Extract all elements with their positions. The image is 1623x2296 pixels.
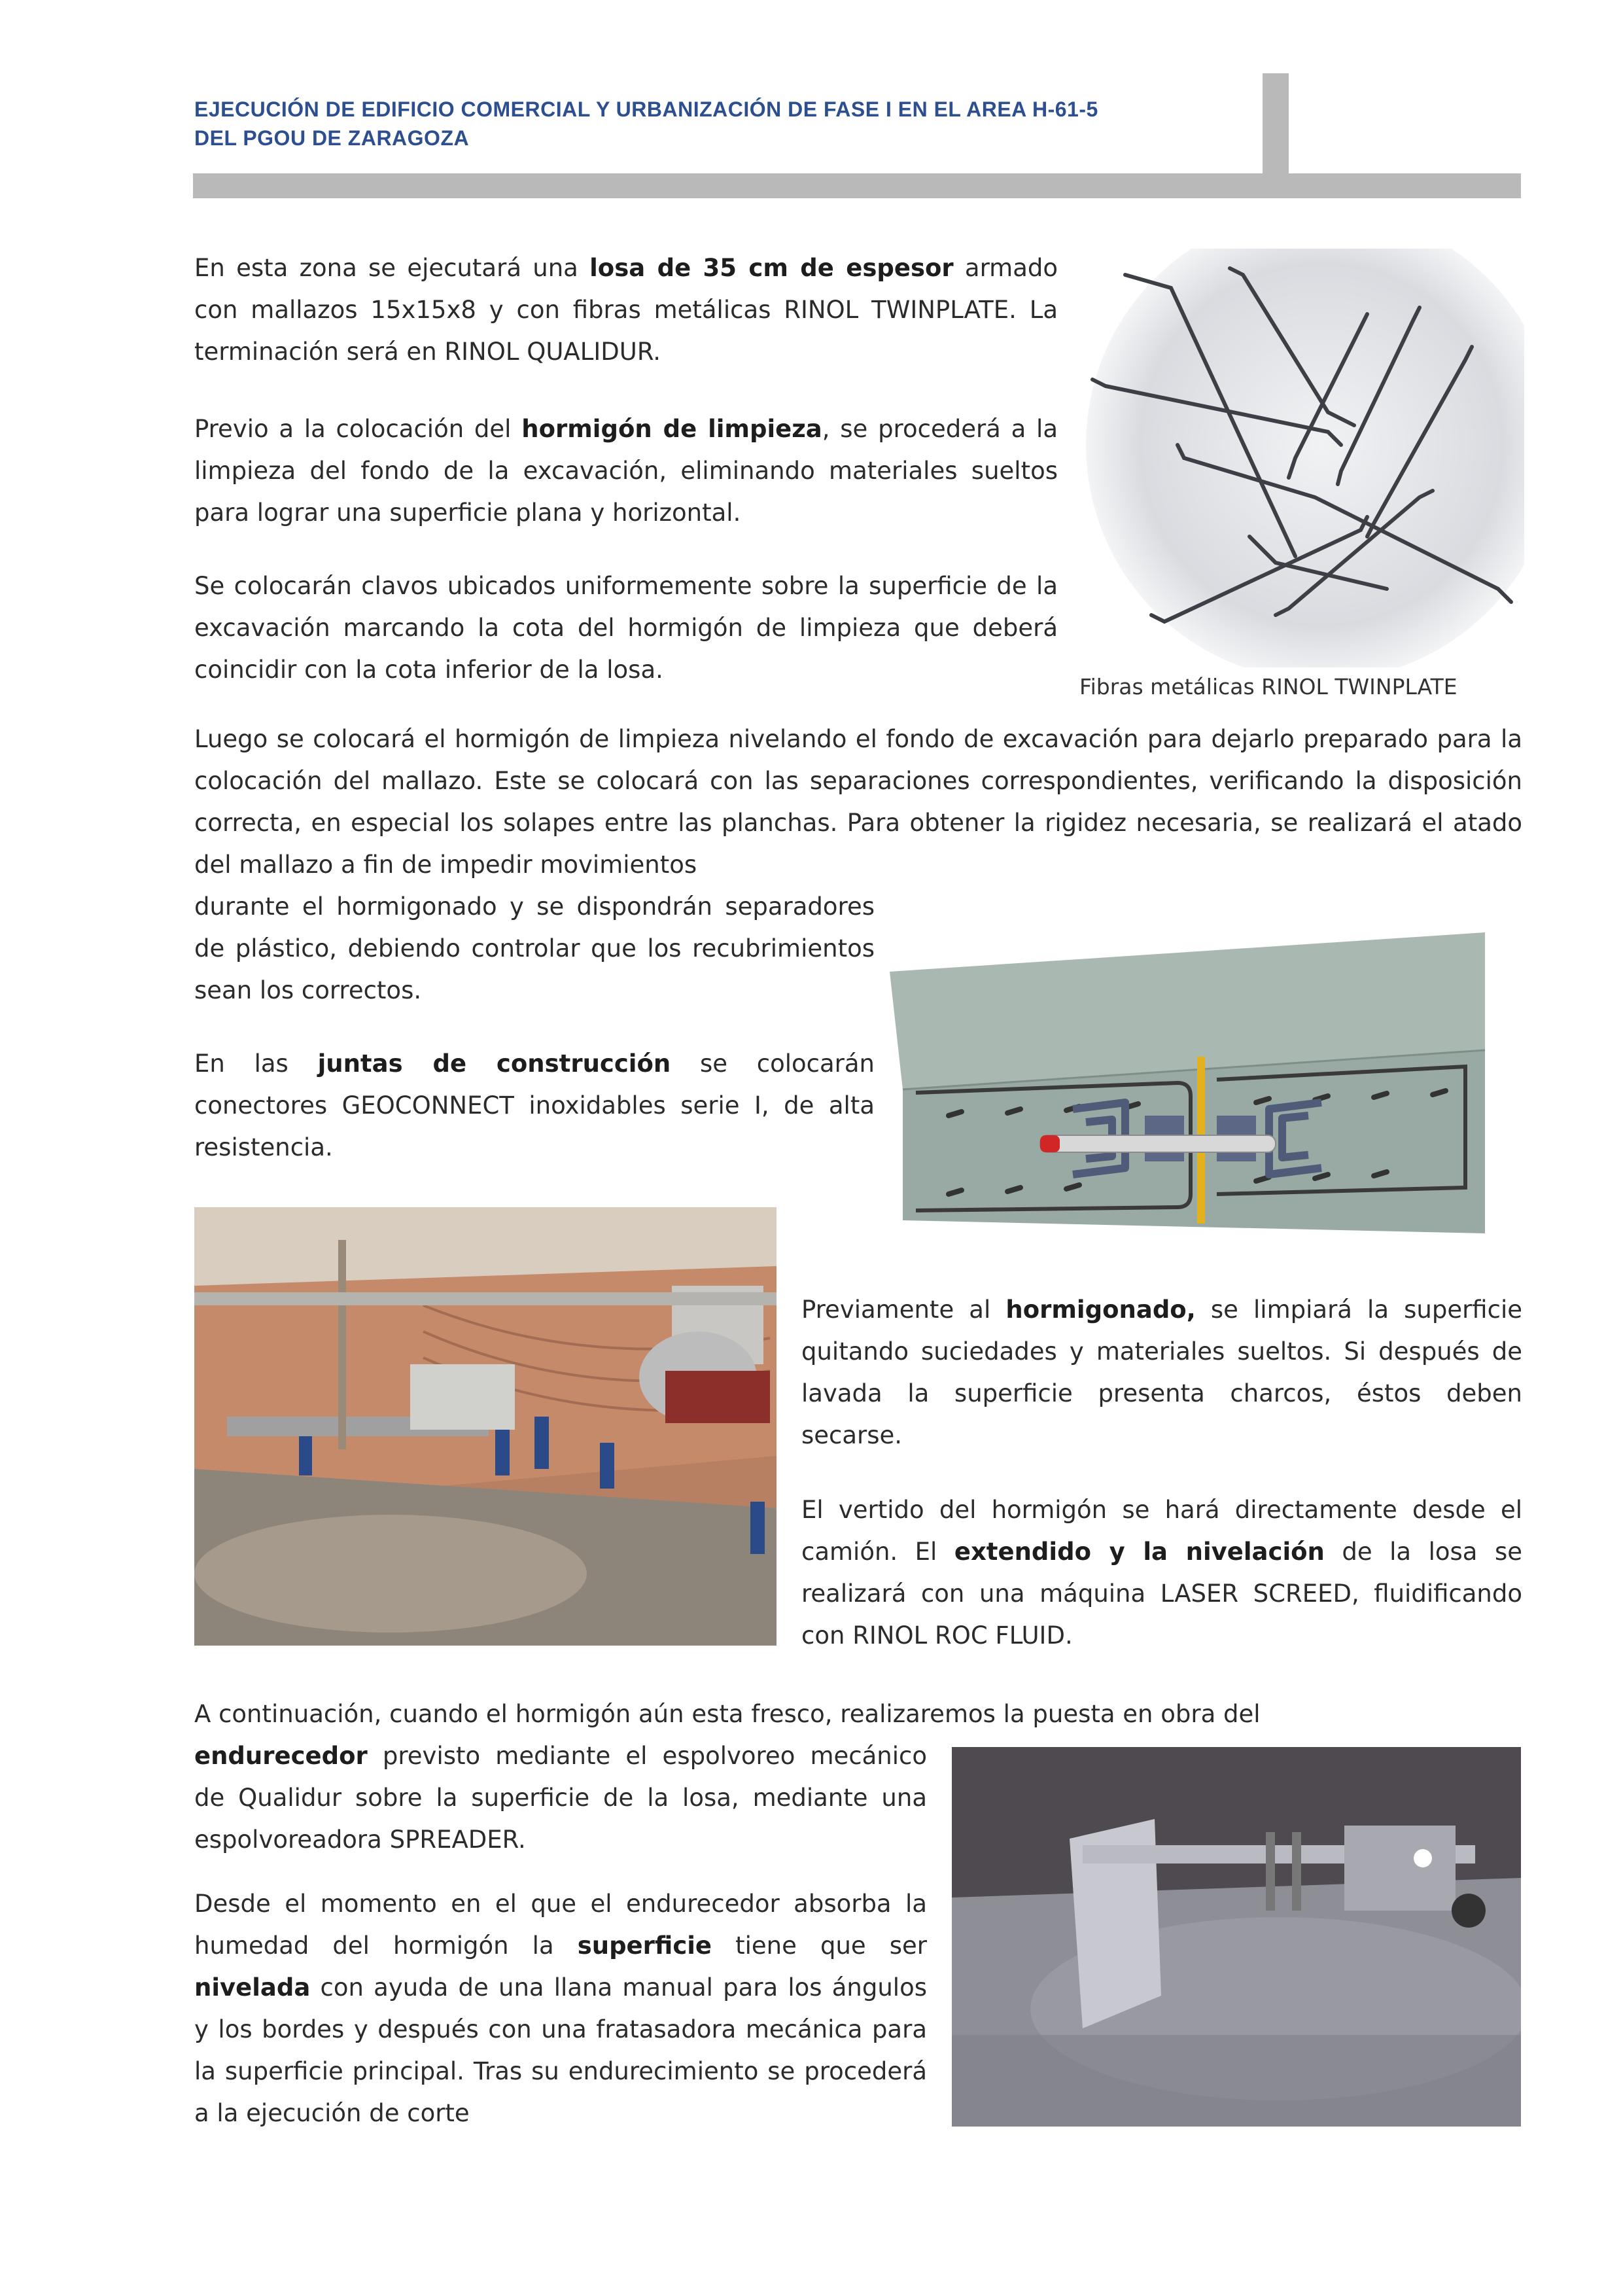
paragraph-vertido: El vertido del hormigón se hará directamente desde el camión. El extendido y la nivelación de la losa se realizará con una máquina LASER SCREED, fluidificando con RINOL ROC FLUID.	[801, 1496, 1522, 1650]
paragraph-nivelacion: Desde el momento en el que el endurecedor absorba la humedad del hormigón la superficie tiene que ser nivelada con ayuda de una llana manual para los ángulos y los bordes y después con una fratasadora mecánica para la superficie principal. Tras su endurecimiento se procederá a la ejecución de corte	[194, 1890, 927, 2127]
paragraph-mallazo-cont: durante el hormigonado y se dispondrán separadores de plástico, debiendo controlar que los recubrimientos sean los correctos.	[194, 892, 875, 1004]
header-divider-bar	[193, 173, 1521, 198]
laser-screed-photo	[194, 1207, 777, 1646]
fibers-caption: Fibras metálicas RINOL TWINPLATE	[1079, 674, 1457, 699]
paragraph-limpieza-previa: Previamente al hormigonado, se limpiará la superficie quitando suciedades y materiales sueltos. Si después de lavada la superficie presenta charcos, éstos deben secarse.	[801, 1296, 1522, 1449]
paragraph-losa: En esta zona se ejecutará una losa de 35 cm de espesor armado con mallazos 15x15x8 y con fibras metálicas RINOL TWINPLATE. La terminación será en RINOL QUALIDUR.	[194, 254, 1058, 366]
joint-connector-diagram	[890, 919, 1524, 1260]
paragraph-juntas: En las juntas de construcción se colocarán conectores GEOCONNECT inoxidables serie I, de alta resistencia.	[194, 1050, 875, 1161]
fibers-photo	[1079, 249, 1524, 667]
paragraph-endurecedor: A continuación, cuando el hormigón aún esta fresco, realizaremos la puesta en obra del	[194, 1700, 1261, 1728]
paragraph-endurecedor-cont: endurecedor previsto mediante el espolvoreo mecánico de Qualidur sobre la superficie de la losa, mediante una espolvoreadora SPREADER.	[194, 1742, 927, 1854]
header-title-line1: EJECUCIÓN DE EDIFICIO COMERCIAL Y URBANIZACIÓN DE FASE I EN EL AREA H-61-5	[194, 97, 1098, 121]
paragraph-mallazo: Luego se colocará el hormigón de limpieza nivelando el fondo de excavación para dejarlo preparado para la colocación del mallazo. Este se colocará con las separaciones correspondientes, verificando la disposición correcta, en especial los solapes entre las planchas. Para obtener la rigidez necesaria, se realizará el atado del mallazo a fin de impedir movimientos	[194, 725, 1522, 879]
spreader-machine-photo	[952, 1747, 1521, 2127]
header-title-line2: DEL PGOU DE ZARAGOZA	[194, 126, 470, 150]
paragraph-clavos: Se colocarán clavos ubicados uniformemente sobre la superficie de la excavación marcando la cota del hormigón de limpieza que deberá coincidir con la cota inferior de la losa.	[194, 572, 1058, 684]
paragraph-hormigon-limpieza: Previo a la colocación del hormigón de limpieza, se procederá a la limpieza del fondo de la excavación, eliminando materiales sueltos para lograr una superficie plana y horizontal.	[194, 415, 1058, 527]
document-header	[194, 95, 1228, 152]
